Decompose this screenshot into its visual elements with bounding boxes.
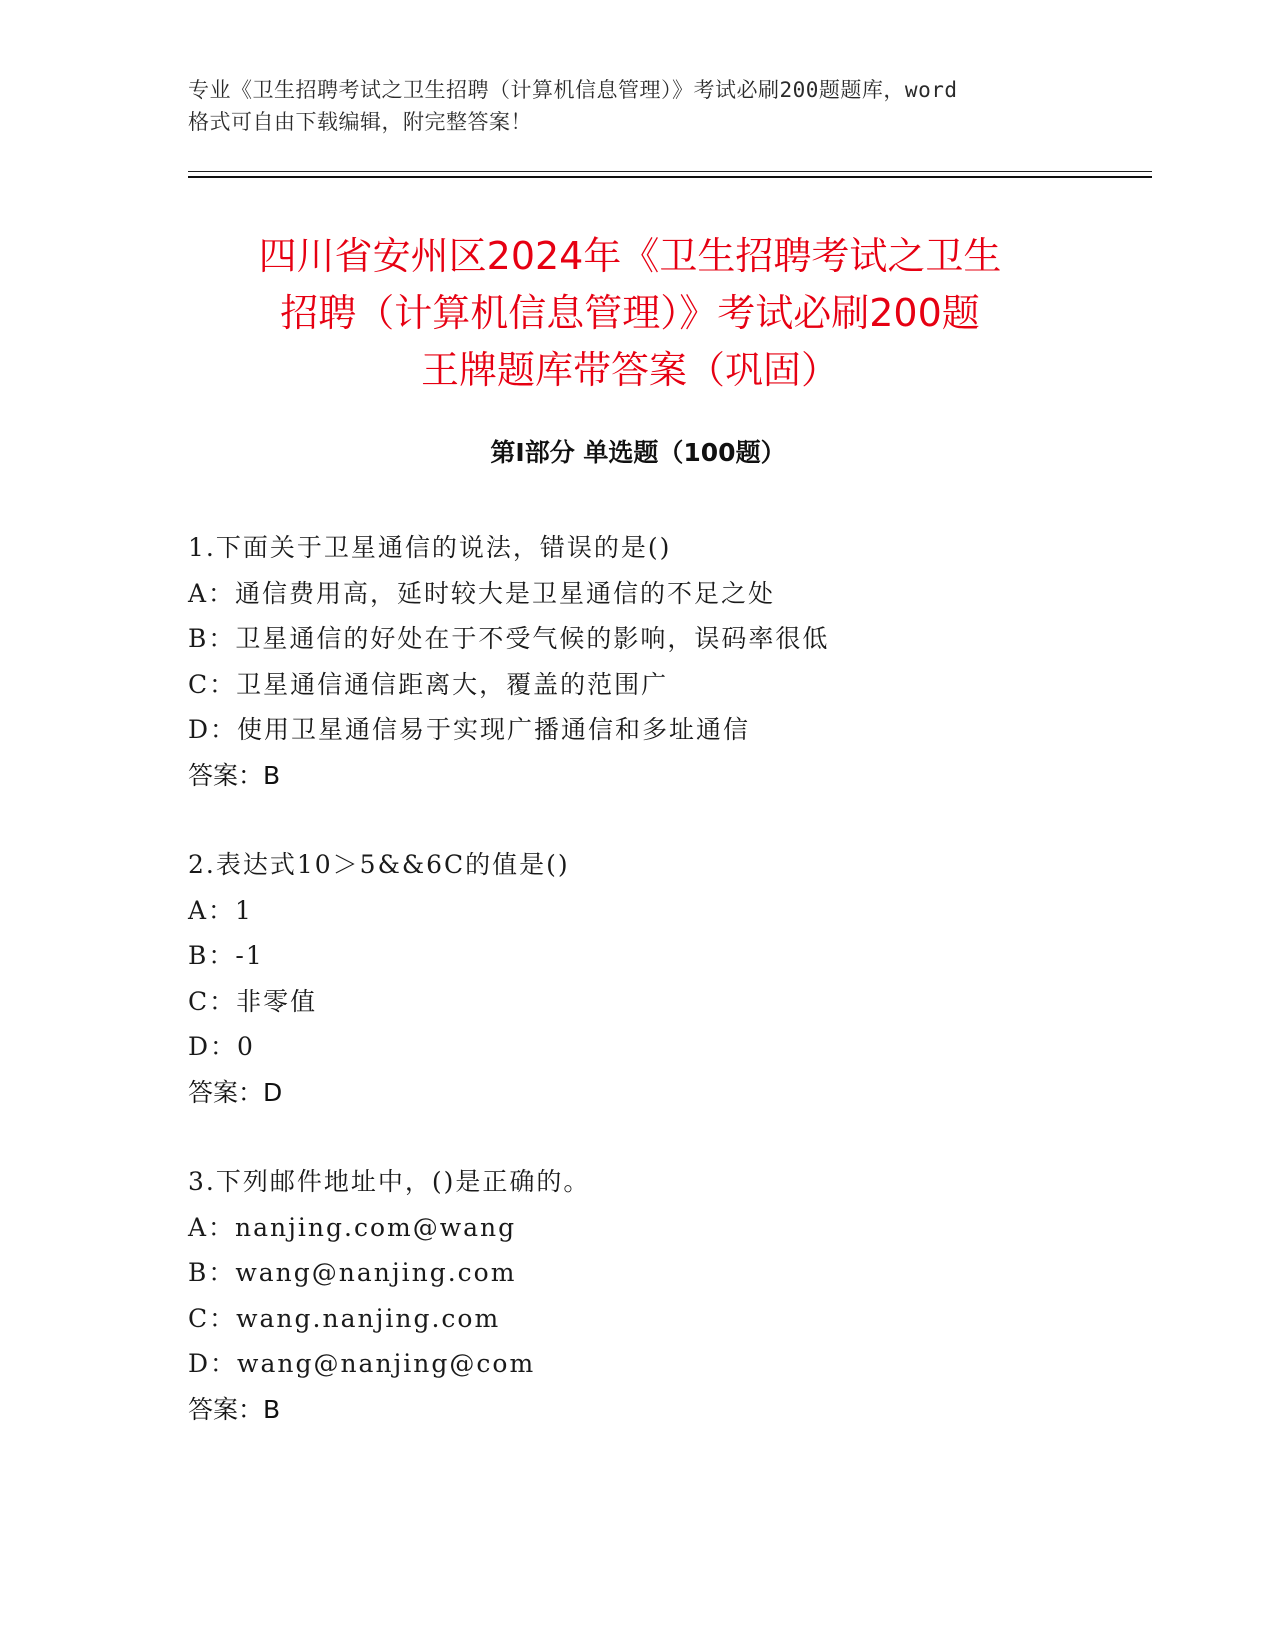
- option-a: A：1: [188, 895, 253, 925]
- question-stem: 1.下面关于卫星通信的说法，错误的是(): [188, 533, 672, 562]
- answer-line: 答案：B: [188, 760, 281, 790]
- option-a: A：通信费用高，延时较大是卫星通信的不足之处: [188, 578, 776, 608]
- option-b: B：卫星通信的好处在于不受气候的影响，误码率很低: [188, 624, 830, 653]
- option-c: C：卫星通信通信距离大，覆盖的范围广: [188, 669, 669, 699]
- option-c: C：wang.nanjing.com: [188, 1303, 501, 1333]
- title-line-1: 四川省安州区2024年《卫生招聘考试之卫生: [258, 234, 1002, 278]
- option-d: D：使用卫星通信易于实现广播通信和多址通信: [188, 715, 751, 744]
- header-note: [188, 74, 1088, 138]
- question-1: [188, 525, 1138, 798]
- option-d: D：0: [188, 1032, 255, 1061]
- answer-line: 答案：B: [188, 1394, 281, 1424]
- option-c: C：非零值: [188, 986, 318, 1016]
- title-line-2: 招聘（计算机信息管理）》考试必刷200题: [280, 291, 980, 335]
- title-line-3: 王牌题库带答案（巩固）: [420, 348, 839, 392]
- header-note-line-1: 专业《卫生招聘考试之卫生招聘（计算机信息管理）》考试必刷200题题库，word: [188, 78, 958, 102]
- question-2: [188, 842, 1138, 1115]
- header-note-line-2: 格式可自由下载编辑，附完整答案！: [188, 110, 532, 134]
- answer-line: 答案：D: [188, 1077, 283, 1107]
- question-stem: 3.下列邮件地址中，()是正确的。: [188, 1167, 591, 1196]
- header-divider-thick: [188, 176, 1152, 178]
- section-title: 第Ⅰ部分 单选题（100题）: [490, 438, 786, 467]
- option-d: D：wang@nanjing@com: [188, 1349, 536, 1378]
- option-b: B：wang@nanjing.com: [188, 1258, 517, 1287]
- document-title: [180, 228, 1080, 399]
- header-divider-thin: [188, 171, 1152, 172]
- question-3: [188, 1159, 1138, 1432]
- option-b: B：-1: [188, 941, 264, 970]
- question-stem: 2.表达式10＞5&&6C的值是(): [188, 850, 570, 879]
- question-list: [188, 525, 1138, 1476]
- option-a: A：nanjing.com@wang: [188, 1212, 517, 1242]
